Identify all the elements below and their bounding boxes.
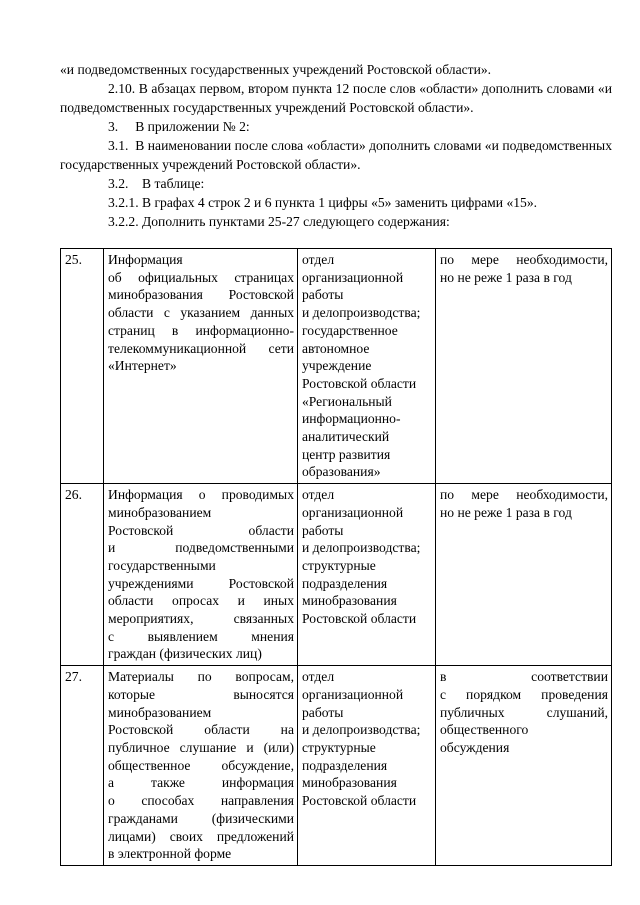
cell-line: информационно- bbox=[302, 411, 401, 427]
cell-info bbox=[104, 484, 298, 666]
cell-responsible bbox=[298, 484, 436, 666]
cell-line: публичное слушание и (или) bbox=[108, 739, 294, 755]
cell-line: но не реже 1 раза в год bbox=[440, 269, 572, 285]
cell-term bbox=[436, 249, 612, 484]
cell-num: 25. bbox=[61, 249, 104, 484]
cell-line: подразделения bbox=[302, 575, 388, 591]
table-row bbox=[61, 249, 612, 484]
cell-line: структурные bbox=[302, 557, 376, 573]
cell-num: 27. bbox=[61, 666, 104, 866]
paragraph-3: 3. В приложении № 2: bbox=[108, 119, 250, 134]
cell-line: и делопроизводства; bbox=[302, 305, 421, 321]
cell-line: области с указанием данных bbox=[108, 305, 294, 321]
cell-line: общественное обсуждение, bbox=[108, 757, 294, 773]
paragraph-3-2-1: 3.2.1. В графах 4 строк 2 и 6 пункта 1 цифры «5» заменить цифрами «15». bbox=[108, 195, 538, 210]
cell-line: а также информация bbox=[108, 775, 294, 791]
cell-line: и делопроизводства; bbox=[302, 722, 421, 738]
cell-line: Ростовской области на bbox=[108, 722, 294, 738]
cell-line: минобразованием bbox=[108, 704, 212, 720]
cell-line: об официальных страницах bbox=[108, 269, 294, 285]
cell-line: аналитический bbox=[302, 429, 390, 445]
cell-line: Ростовской области bbox=[302, 611, 417, 627]
cell-line: Информация bbox=[108, 252, 183, 267]
cell-line: работы bbox=[302, 704, 344, 720]
cell-responsible bbox=[298, 249, 436, 484]
cell-line: минобразования bbox=[302, 775, 397, 791]
cell-line: работы bbox=[302, 287, 344, 303]
paragraph-continuation: «и подведомственных государственных учреждений Ростовской области». bbox=[60, 62, 492, 77]
cell-line: публичных слушаний, bbox=[440, 704, 608, 720]
cell-line: «Региональный bbox=[302, 393, 392, 409]
cell-line: по мере необходимости, bbox=[440, 487, 608, 503]
cell-line: структурные bbox=[302, 739, 376, 755]
cell-line: «Интернет» bbox=[108, 358, 177, 374]
paragraph-2-10: 2.10. В абзацах первом, втором пункта 12 после слов «области» дополнить словами «и подведомственных государственных учреждений Ростовской области». bbox=[60, 81, 612, 115]
cell-line: государственное bbox=[302, 322, 398, 338]
cell-term bbox=[436, 666, 612, 866]
cell-line: минобразования bbox=[302, 593, 397, 609]
cell-info bbox=[104, 249, 298, 484]
paragraph-3-2: 3.2. В таблице: bbox=[108, 176, 205, 191]
cell-line: центр развития bbox=[302, 446, 391, 462]
cell-line: отдел bbox=[302, 252, 335, 267]
cell-line: учреждение bbox=[302, 358, 372, 374]
paragraph-3-2-2: 3.2.2. Дополнить пунктами 25-27 следующего содержания: bbox=[108, 214, 450, 229]
cell-line: отдел bbox=[302, 669, 335, 685]
cell-line: автономное bbox=[302, 340, 370, 356]
cell-line: по мере необходимости, bbox=[440, 252, 608, 267]
cell-line: организационной bbox=[302, 686, 404, 702]
cell-line: с выявлением мнения bbox=[108, 628, 294, 644]
cell-line: Ростовской области bbox=[302, 375, 417, 391]
cell-line: которые выносятся bbox=[108, 686, 294, 702]
cell-line: минобразованием bbox=[108, 504, 212, 520]
cell-line: организационной bbox=[302, 504, 404, 520]
table-row bbox=[61, 666, 612, 866]
cell-line: области опросах и иных bbox=[108, 593, 294, 609]
table-row bbox=[61, 484, 612, 666]
cell-line: учреждениями Ростовской bbox=[108, 575, 294, 591]
cell-line: Материалы по вопросам, bbox=[108, 669, 294, 685]
document-page bbox=[60, 60, 612, 866]
cell-line: организационной bbox=[302, 269, 404, 285]
cell-line: отдел bbox=[302, 487, 335, 503]
cell-line: с порядком проведения bbox=[440, 686, 608, 702]
cell-line: страниц в информационно- bbox=[108, 322, 294, 338]
cell-line: общественного bbox=[440, 722, 529, 738]
cell-line: государственными bbox=[108, 557, 216, 573]
cell-line: и подведомственными bbox=[108, 540, 294, 556]
cell-line: образования» bbox=[302, 464, 381, 480]
cell-responsible bbox=[298, 666, 436, 866]
cell-line: в электронной форме bbox=[108, 846, 232, 862]
cell-term bbox=[436, 484, 612, 666]
cell-line: но не реже 1 раза в год bbox=[440, 504, 572, 520]
cell-line: граждан (физических лиц) bbox=[108, 646, 262, 662]
cell-line: и делопроизводства; bbox=[302, 540, 421, 556]
cell-line: минобразования Ростовской bbox=[108, 287, 294, 303]
cell-line: Ростовской области bbox=[302, 793, 417, 809]
cell-line: Ростовской области bbox=[108, 522, 294, 538]
cell-line: телекоммуникационной сети bbox=[108, 340, 294, 356]
paragraph-3-1: 3.1. В наименовании после слова «области» дополнить словами «и подведомственных государственных учреждений Ростовской области». bbox=[60, 138, 612, 172]
cell-line: подразделения bbox=[302, 757, 388, 773]
cell-line: в соответствии bbox=[440, 669, 608, 685]
cell-num: 26. bbox=[61, 484, 104, 666]
cell-info bbox=[104, 666, 298, 866]
cell-line: мероприятиях, связанных bbox=[108, 611, 294, 627]
cell-line: обсуждения bbox=[440, 739, 510, 755]
cell-line: Информация о проводимых bbox=[108, 487, 294, 503]
cell-line: о способах направления bbox=[108, 793, 294, 809]
cell-line: лицами) своих предложений bbox=[108, 828, 294, 844]
items-table bbox=[60, 248, 612, 866]
cell-line: гражданами (физическими bbox=[108, 810, 294, 826]
cell-line: работы bbox=[302, 522, 344, 538]
